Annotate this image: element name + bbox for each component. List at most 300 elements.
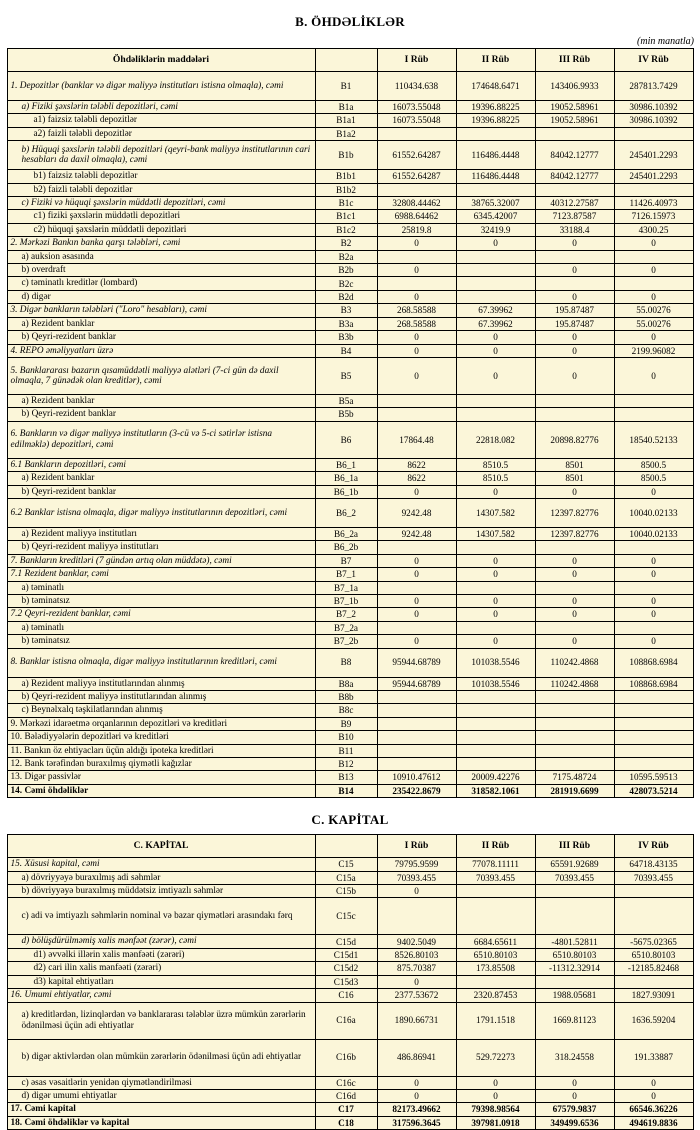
table-row	[7, 357, 693, 394]
row-code: C16d	[315, 1089, 377, 1102]
row-label: b) təminatsız	[7, 635, 315, 648]
row-label: b) overdraft	[7, 264, 315, 277]
row-value-q1	[377, 541, 456, 554]
row-code: C16b	[315, 1039, 377, 1076]
row-value-q1: 486.86941	[377, 1039, 456, 1076]
row-value-q4	[614, 704, 693, 717]
row-code: B1	[315, 72, 377, 101]
row-value-q4: 70393.455	[614, 871, 693, 884]
row-value-q3: 0	[535, 290, 614, 303]
row-value-q2	[456, 898, 535, 935]
row-value-q3: -11312.32914	[535, 962, 614, 975]
row-value-q1: 0	[377, 357, 456, 394]
row-code: B5	[315, 357, 377, 394]
row-label: 13. Digər passivlər	[7, 771, 315, 784]
row-value-q1: 25819.8	[377, 223, 456, 236]
row-value-q4: 0	[614, 554, 693, 567]
row-value-q2: 79398.98564	[456, 1103, 535, 1116]
table-header-row	[7, 49, 693, 72]
row-value-q2: 0	[456, 594, 535, 607]
row-value-q1: 0	[377, 635, 456, 648]
row-label: c) Fiziki və hüquqi şəxslərin müddətli depozitləri, cəmi	[7, 197, 315, 210]
row-value-q1: 9402.5049	[377, 935, 456, 948]
row-code: B1a	[315, 101, 377, 114]
row-value-q2	[456, 183, 535, 196]
row-code: C15a	[315, 871, 377, 884]
row-value-q3: 0	[535, 331, 614, 344]
row-label: a1) faizsiz tələbli depozitlər	[7, 114, 315, 127]
row-value-q1	[377, 731, 456, 744]
row-label: d) bölüşdürülməmiş xalis mənfəət (zərər), cəmi	[7, 935, 315, 948]
col-header-code	[315, 49, 377, 72]
row-code: B11	[315, 744, 377, 757]
row-value-q4: 0	[614, 1089, 693, 1102]
row-value-q4	[614, 277, 693, 290]
row-value-q2	[456, 758, 535, 771]
row-value-q2	[456, 621, 535, 634]
row-value-q3: 20898.82776	[535, 421, 614, 458]
row-value-q4: 30986.10392	[614, 114, 693, 127]
row-value-q1	[377, 704, 456, 717]
row-label: d) digər	[7, 290, 315, 303]
row-value-q4: 108868.6984	[614, 677, 693, 690]
capital-table	[7, 834, 694, 1130]
row-value-q4: -12185.82468	[614, 962, 693, 975]
row-value-q3	[535, 581, 614, 594]
row-value-q2: 116486.4448	[456, 170, 535, 183]
row-code: B1a2	[315, 127, 377, 140]
row-label: d3) kapital ehtiyatları	[7, 975, 315, 988]
row-value-q1: 61552.64287	[377, 141, 456, 170]
row-code: B5a	[315, 394, 377, 407]
row-value-q3: -4801.52811	[535, 935, 614, 948]
row-value-q1: 61552.64287	[377, 170, 456, 183]
row-code: C17	[315, 1103, 377, 1116]
row-label: 7. Bankların kreditləri (7 gündən artıq olan müddətə), cəmi	[7, 554, 315, 567]
row-value-q2: 8510.5	[456, 472, 535, 485]
row-code: B4	[315, 344, 377, 357]
row-value-q4: 1636.59204	[614, 1002, 693, 1039]
row-label: c) adi və imtiyazlı səhmlərin nominal və bazar qiymətləri arasındakı fərq	[7, 898, 315, 935]
row-value-q1: 0	[377, 290, 456, 303]
row-label: 6.2 Banklar istisna olmaqla, digər maliyyə institutlarının depozitləri, cəmi	[7, 498, 315, 527]
table-row	[7, 170, 693, 183]
table-row	[7, 744, 693, 757]
row-value-q2: 14307.582	[456, 527, 535, 540]
row-value-q2	[456, 127, 535, 140]
row-value-q1: 70393.455	[377, 871, 456, 884]
col-header-q3: III Rüb	[535, 49, 614, 72]
row-value-q4	[614, 898, 693, 935]
row-value-q3: 12397.82776	[535, 498, 614, 527]
document-page	[0, 14, 700, 1130]
col-header-q3: III Rüb	[535, 835, 614, 858]
row-code: B7_1	[315, 568, 377, 581]
row-value-q2	[456, 250, 535, 263]
row-label: b) Qeyri-rezident banklar	[7, 485, 315, 498]
table-row	[7, 717, 693, 730]
row-value-q2: 397981.0918	[456, 1116, 535, 1129]
row-label: 18. Cəmi öhdəliklər və kapital	[7, 1116, 315, 1129]
row-value-q1: 8526.80103	[377, 948, 456, 961]
table-row	[7, 731, 693, 744]
row-value-q1: 875.70387	[377, 962, 456, 975]
table-row	[7, 898, 693, 935]
row-label: 6. Bankların və digər maliyyə institutların (3-cü və 5-ci sətirlər istisna edilməklə) depozitləri, cəmi	[7, 421, 315, 458]
table-row	[7, 784, 693, 797]
row-value-q3: 0	[535, 554, 614, 567]
row-value-q2: 6345.42007	[456, 210, 535, 223]
table-row	[7, 568, 693, 581]
row-value-q2	[456, 731, 535, 744]
table-row	[7, 72, 693, 101]
row-label: d2) cari ilin xalis mənfəəti (zərəri)	[7, 962, 315, 975]
row-value-q1: 317596.3645	[377, 1116, 456, 1129]
row-label: a) auksion əsasında	[7, 250, 315, 263]
row-code: C15d1	[315, 948, 377, 961]
row-value-q3: 84042.12777	[535, 170, 614, 183]
row-value-q4: 0	[614, 237, 693, 250]
col-header-q1: I Rüb	[377, 49, 456, 72]
row-code: B12	[315, 758, 377, 771]
col-header-q4: IV Rüb	[614, 49, 693, 72]
row-label: 7.2 Qeyri-rezident banklar, cəmi	[7, 608, 315, 621]
row-value-q1: 0	[377, 554, 456, 567]
row-label: a2) faizli tələbli depozitlər	[7, 127, 315, 140]
row-value-q1: 8622	[377, 472, 456, 485]
row-code: B1c1	[315, 210, 377, 223]
row-value-q2: 0	[456, 635, 535, 648]
row-value-q1: 0	[377, 975, 456, 988]
table-row	[7, 935, 693, 948]
row-value-q2: 32419.9	[456, 223, 535, 236]
table-row	[7, 408, 693, 421]
row-value-q1	[377, 394, 456, 407]
row-code: B8b	[315, 691, 377, 704]
row-value-q2: 0	[456, 485, 535, 498]
row-value-q3	[535, 744, 614, 757]
row-label: 10. Bələdiyyələrin depozitləri və kreditləri	[7, 731, 315, 744]
row-label: a) Fiziki şəxslərin tələbli depozitləri, cəmi	[7, 101, 315, 114]
table-row	[7, 498, 693, 527]
row-value-q3: 8501	[535, 458, 614, 471]
table-row	[7, 223, 693, 236]
row-value-q4: 4300.25	[614, 223, 693, 236]
table-row	[7, 472, 693, 485]
table-row	[7, 758, 693, 771]
row-value-q2: 116486.4448	[456, 141, 535, 170]
row-label: a) təminatlı	[7, 621, 315, 634]
row-value-q1: 0	[377, 568, 456, 581]
row-code: B1b	[315, 141, 377, 170]
table-row	[7, 141, 693, 170]
row-value-q3: 7175.48724	[535, 771, 614, 784]
row-value-q2	[456, 704, 535, 717]
row-value-q1	[377, 621, 456, 634]
row-label: b) digər aktivlərdən olan mümkün zərərlərin ödənilməsi üçün adi ehtiyatlar	[7, 1039, 315, 1076]
row-value-q3: 0	[535, 237, 614, 250]
row-value-q4	[614, 408, 693, 421]
row-value-q3	[535, 898, 614, 935]
row-value-q3	[535, 183, 614, 196]
row-value-q1: 6988.64462	[377, 210, 456, 223]
row-value-q2: 174648.6471	[456, 72, 535, 101]
row-value-q3: 143406.9933	[535, 72, 614, 101]
row-label: 4. REPO əməliyyatları üzrə	[7, 344, 315, 357]
row-value-q1	[377, 758, 456, 771]
row-code: B6_1	[315, 458, 377, 471]
row-label: b) Qeyri-rezident maliyyə institutları	[7, 541, 315, 554]
row-value-q4	[614, 183, 693, 196]
row-label: d) digər umumi ehtiyatlar	[7, 1089, 315, 1102]
row-value-q2: 14307.582	[456, 498, 535, 527]
row-value-q3: 0	[535, 594, 614, 607]
row-value-q4	[614, 717, 693, 730]
row-value-q3: 33188.4	[535, 223, 614, 236]
table-row	[7, 344, 693, 357]
row-value-q2	[456, 885, 535, 898]
row-value-q4	[614, 744, 693, 757]
row-value-q2: 529.72273	[456, 1039, 535, 1076]
row-code: C16a	[315, 1002, 377, 1039]
row-value-q2	[456, 541, 535, 554]
row-value-q2	[456, 394, 535, 407]
row-label: a) Rezident maliyyə institutları	[7, 527, 315, 540]
row-value-q4: 7126.15973	[614, 210, 693, 223]
row-value-q4: 245401.2293	[614, 141, 693, 170]
row-value-q1: 10910.47612	[377, 771, 456, 784]
row-value-q4: -5675.02365	[614, 935, 693, 948]
table-row	[7, 948, 693, 961]
row-value-q4	[614, 691, 693, 704]
row-value-q1	[377, 250, 456, 263]
row-value-q3: 0	[535, 635, 614, 648]
row-value-q3: 19052.58961	[535, 114, 614, 127]
row-value-q1: 17864.48	[377, 421, 456, 458]
table-row	[7, 237, 693, 250]
row-label: b) dövriyyəyə buraxılmış müddətsiz imtiyazlı səhmlər	[7, 885, 315, 898]
row-value-q4: 0	[614, 331, 693, 344]
row-value-q3: 110242.4868	[535, 648, 614, 677]
row-code: B7	[315, 554, 377, 567]
row-value-q4: 30986.10392	[614, 101, 693, 114]
table-row	[7, 621, 693, 634]
table-row	[7, 394, 693, 407]
row-value-q4: 18540.52133	[614, 421, 693, 458]
row-code: C15c	[315, 898, 377, 935]
table-row	[7, 127, 693, 140]
row-value-q3: 1669.81123	[535, 1002, 614, 1039]
table-row	[7, 885, 693, 898]
row-value-q2	[456, 744, 535, 757]
table-row	[7, 183, 693, 196]
row-label: 11. Bankın öz ehtiyacları üçün aldığı ipoteka kreditləri	[7, 744, 315, 757]
table-row	[7, 331, 693, 344]
row-value-q3: 70393.455	[535, 871, 614, 884]
row-value-q3	[535, 621, 614, 634]
row-label: 12. Bank tərəfindən buraxılmış qiymətli kağızlar	[7, 758, 315, 771]
row-value-q1: 82173.49662	[377, 1103, 456, 1116]
table-row	[7, 975, 693, 988]
row-value-q3: 195.87487	[535, 304, 614, 317]
row-label: 17. Cəmi kapital	[7, 1103, 315, 1116]
row-label: b1) faizsiz tələbli depozitlər	[7, 170, 315, 183]
table-row	[7, 458, 693, 471]
row-value-q1	[377, 127, 456, 140]
row-value-q2: 6684.65611	[456, 935, 535, 948]
table-row	[7, 210, 693, 223]
row-label: a) Rezident banklar	[7, 472, 315, 485]
row-label: c2) hüquqi şəxslərin müddətli depozitləri	[7, 223, 315, 236]
row-code: B6_2b	[315, 541, 377, 554]
row-value-q2: 318582.1061	[456, 784, 535, 797]
row-value-q3: 19052.58961	[535, 101, 614, 114]
row-value-q4: 0	[614, 264, 693, 277]
liabilities-body	[7, 72, 693, 798]
row-value-q2: 0	[456, 357, 535, 394]
row-label: c1) fiziki şəxslərin müddətli depozitləri	[7, 210, 315, 223]
row-value-q2: 38765.32007	[456, 197, 535, 210]
row-code: B3a	[315, 317, 377, 330]
row-value-q4: 245401.2293	[614, 170, 693, 183]
table-row	[7, 554, 693, 567]
row-label: b) Hüquqi şəxslərin tələbli depozitləri (qeyri-bank maliyyə institutlarının cari hesabları da daxil olmaqla), cəmi	[7, 141, 315, 170]
row-value-q1: 0	[377, 237, 456, 250]
row-code: B1b2	[315, 183, 377, 196]
row-code: C15d2	[315, 962, 377, 975]
row-value-q3	[535, 277, 614, 290]
row-value-q1: 268.58588	[377, 317, 456, 330]
row-value-q3	[535, 704, 614, 717]
row-code: B7_2	[315, 608, 377, 621]
row-label: 16. Umumi ehtiyatlar, cəmi	[7, 989, 315, 1002]
row-code: B2	[315, 237, 377, 250]
row-value-q1: 0	[377, 344, 456, 357]
row-value-q4	[614, 885, 693, 898]
row-value-q1: 268.58588	[377, 304, 456, 317]
row-value-q4: 55.00276	[614, 317, 693, 330]
table-row	[7, 1039, 693, 1076]
row-value-q3	[535, 408, 614, 421]
row-label: 8. Banklar istisna olmaqla, digər maliyyə institutlarının kreditləri, cəmi	[7, 648, 315, 677]
row-value-q2: 101038.5546	[456, 648, 535, 677]
row-value-q1	[377, 691, 456, 704]
table-row	[7, 304, 693, 317]
row-value-q3	[535, 717, 614, 730]
row-value-q4: 55.00276	[614, 304, 693, 317]
row-value-q4: 0	[614, 357, 693, 394]
row-value-q4	[614, 621, 693, 634]
row-value-q2	[456, 264, 535, 277]
row-value-q3: 0	[535, 357, 614, 394]
table-row	[7, 1089, 693, 1102]
row-label: 14. Cəmi öhdəliklər	[7, 784, 315, 797]
row-value-q1: 2377.53672	[377, 989, 456, 1002]
row-code: B7_1a	[315, 581, 377, 594]
row-value-q3: 8501	[535, 472, 614, 485]
row-value-q3: 195.87487	[535, 317, 614, 330]
row-value-q2: 67.39962	[456, 317, 535, 330]
row-value-q2: 0	[456, 331, 535, 344]
row-code: B5b	[315, 408, 377, 421]
row-value-q1	[377, 183, 456, 196]
row-value-q1	[377, 744, 456, 757]
row-value-q1: 0	[377, 608, 456, 621]
row-value-q3: 281919.6699	[535, 784, 614, 797]
row-value-q1: 0	[377, 594, 456, 607]
row-value-q3	[535, 127, 614, 140]
table-row	[7, 608, 693, 621]
row-value-q1	[377, 277, 456, 290]
row-value-q4: 10595.59513	[614, 771, 693, 784]
row-value-q4: 10040.02133	[614, 498, 693, 527]
table-row	[7, 541, 693, 554]
row-value-q2: 1791.1518	[456, 1002, 535, 1039]
row-value-q2: 0	[456, 1089, 535, 1102]
row-value-q1: 32808.44462	[377, 197, 456, 210]
row-value-q1: 9242.48	[377, 498, 456, 527]
row-value-q1	[377, 717, 456, 730]
row-value-q3: 0	[535, 264, 614, 277]
row-value-q2: 0	[456, 237, 535, 250]
row-value-q4	[614, 731, 693, 744]
row-value-q4	[614, 394, 693, 407]
row-value-q3: 349499.6536	[535, 1116, 614, 1129]
row-label: b) Qeyri-rezident maliyyə institutlarından alınmış	[7, 691, 315, 704]
row-code: B2c	[315, 277, 377, 290]
row-label: b) Qeyri-rezident banklar	[7, 331, 315, 344]
row-value-q3: 0	[535, 608, 614, 621]
row-label: a) kreditlərdən, lizinqlərdən və banklararası tələblər üzrə mümkün zərərlərin ödənilməsi üçün adi ehtiyatlar	[7, 1002, 315, 1039]
row-value-q4: 66546.36226	[614, 1103, 693, 1116]
table-row	[7, 1116, 693, 1129]
row-value-q1: 1890.66731	[377, 1002, 456, 1039]
row-value-q1: 0	[377, 1076, 456, 1089]
row-code: B7_2a	[315, 621, 377, 634]
row-value-q4: 494619.8836	[614, 1116, 693, 1129]
row-code: B2b	[315, 264, 377, 277]
row-value-q1: 0	[377, 885, 456, 898]
table-row	[7, 871, 693, 884]
row-value-q4: 0	[614, 608, 693, 621]
row-value-q4	[614, 975, 693, 988]
units-note: (min manatla)	[637, 36, 694, 47]
row-value-q2: 0	[456, 568, 535, 581]
row-value-q2: 173.85508	[456, 962, 535, 975]
row-value-q4: 64718.43135	[614, 858, 693, 871]
row-value-q2: 67.39962	[456, 304, 535, 317]
row-value-q2	[456, 975, 535, 988]
row-label: 3. Digər bankların tələbləri ("Loro" hesabları), cəmi	[7, 304, 315, 317]
row-value-q3	[535, 975, 614, 988]
row-value-q1: 235422.8679	[377, 784, 456, 797]
row-value-q3: 6510.80103	[535, 948, 614, 961]
row-value-q3: 65591.92689	[535, 858, 614, 871]
row-label: a) Rezident banklar	[7, 317, 315, 330]
row-code: B8a	[315, 677, 377, 690]
row-value-q2	[456, 717, 535, 730]
row-value-q4: 428073.5214	[614, 784, 693, 797]
row-code: B2a	[315, 250, 377, 263]
row-value-q4: 0	[614, 485, 693, 498]
row-value-q3	[535, 394, 614, 407]
table-row	[7, 290, 693, 303]
row-label: b) Qeyri-rezident banklar	[7, 408, 315, 421]
row-code: B6_2a	[315, 527, 377, 540]
row-value-q1: 95944.68789	[377, 677, 456, 690]
row-code: C15d3	[315, 975, 377, 988]
row-code: C16c	[315, 1076, 377, 1089]
